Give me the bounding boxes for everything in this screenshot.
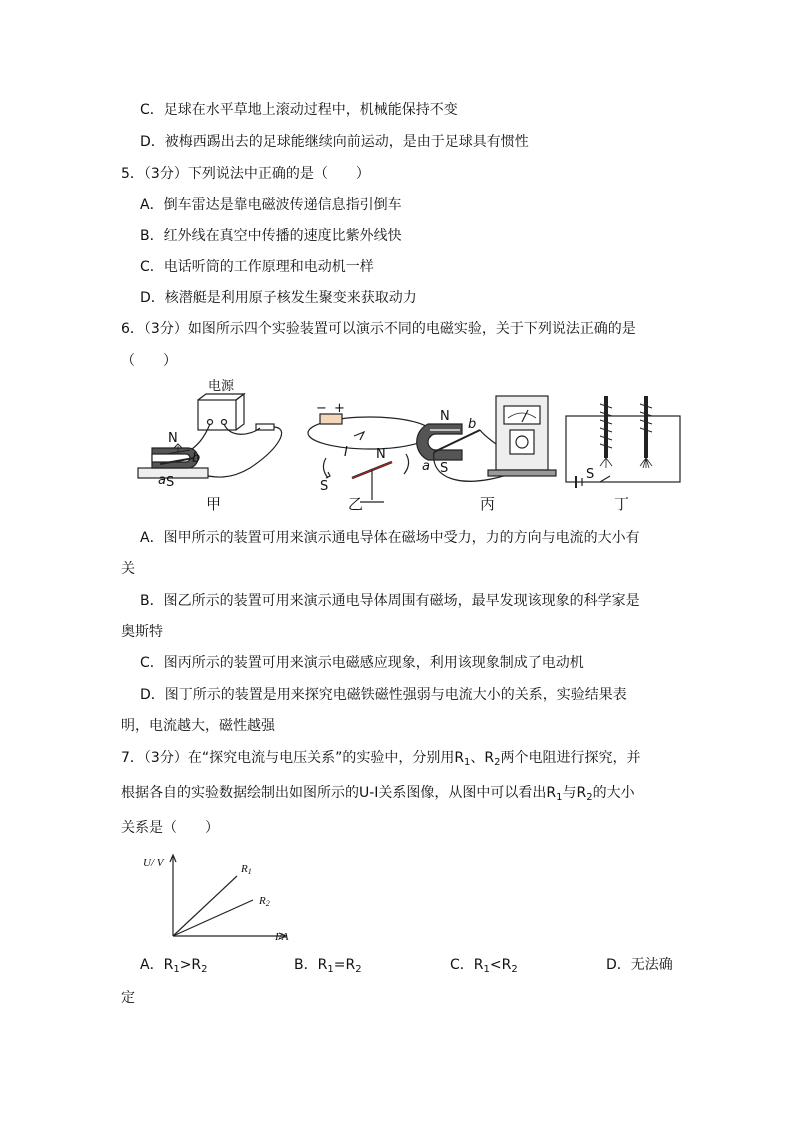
- fig-caption-bing: 丙: [480, 495, 496, 513]
- q7-ui-graph: [135, 850, 305, 950]
- q7-stem-line2: 根据各自的实验数据绘制出如图所示的U-I关系图像，从图中可以看出$R_1$与$R_2$的大小: [121, 785, 635, 803]
- figure-jia: [138, 394, 282, 478]
- q6-option-d: D．图丁所示的装置是用来探究电磁铁磁性强弱与电流大小的关系，实验结果表: [140, 687, 627, 703]
- q7-option-c: C．$R_1<R_2$: [450, 957, 518, 975]
- fig-yi-minus: −: [316, 401, 327, 416]
- q6-option-a: A．图甲所示的装置可用来演示通电导体在磁场中受力，力的方向与电流的大小有: [140, 530, 640, 546]
- fig-yi-i: I: [344, 445, 348, 460]
- graph-x-label: I/A: [275, 931, 289, 943]
- fig-bing-s: S: [440, 461, 449, 476]
- q6-option-a-cont: 关: [121, 561, 135, 577]
- q5-option-c: C．电话听筒的工作原理和电动机一样: [140, 259, 374, 275]
- fig-caption-yi: 乙: [348, 495, 364, 513]
- q5-option-a: A．倒车雷达是靠电磁波传递信息指引倒车: [140, 197, 402, 213]
- q6-option-b: B．图乙所示的装置可用来演示通电导体周围有磁场，最早发现该现象的科学家是: [140, 593, 640, 609]
- fig-jia-s: S: [166, 475, 175, 490]
- fig-caption-jia: 甲: [206, 495, 222, 513]
- q7-stem-line3: 关系是（ ）: [121, 820, 219, 836]
- q6-option-b-cont: 奥斯特: [121, 624, 163, 640]
- fig-bing-n: N: [440, 409, 450, 424]
- fig-caption-ding: 丁: [614, 495, 630, 513]
- fig-jia-n: N: [168, 431, 178, 446]
- q7-option-d: D．无法确: [606, 957, 673, 973]
- fig-yi-s: S: [320, 479, 329, 494]
- q6-option-d-cont: 明，电流越大，磁性越强: [121, 718, 275, 734]
- graph-r2-label: R2: [259, 895, 270, 908]
- q6-figure: [130, 378, 690, 518]
- q7-option-a: A．$R_1>R_2$: [140, 957, 208, 975]
- graph-line-r2: [173, 900, 253, 936]
- graph-line-r1: [173, 876, 237, 936]
- q7-option-b: B．$R_1=R_2$: [294, 957, 362, 975]
- q6-option-c: C．图丙所示的装置可用来演示电磁感应现象，利用该现象制成了电动机: [140, 655, 584, 671]
- q4-option-c: C．足球在水平草地上滚动过程中，机械能保持不变: [140, 102, 458, 118]
- fig-jia-a: a: [158, 473, 166, 488]
- fig-yi-plus: +: [334, 401, 345, 416]
- q6-stem: 6．（3分）如图所示四个实验装置可以演示不同的电磁实验，关于下列说法正确的是: [121, 321, 636, 337]
- fig-power-label: 电源: [208, 379, 235, 394]
- q5-option-b: B．红外线在真空中传播的速度比紫外线快: [140, 228, 402, 244]
- fig-yi-n: N: [376, 447, 386, 462]
- fig-ding-s: S: [586, 467, 595, 482]
- q6-stem-paren: （ ）: [121, 353, 177, 369]
- graph-r1-label: R1: [241, 863, 252, 876]
- q5-option-d: D．核潜艇是利用原子核发生聚变来获取动力: [140, 290, 417, 306]
- fig-bing-a: a: [422, 459, 430, 474]
- q7-option-d-cont: 定: [121, 990, 135, 1006]
- fig-jia-b: b: [192, 451, 201, 466]
- fig-bing-b: b: [468, 417, 477, 432]
- figure-bing: [417, 396, 556, 481]
- q5-stem: 5．（3分）下列说法中正确的是（ ）: [121, 166, 370, 182]
- q4-option-d: D．被梅西踢出去的足球能继续向前运动，是由于足球具有惯性: [140, 134, 529, 150]
- q7-stem-line1: 7．（3分）在“探究电流与电压关系”的实验中，分别用$R_1$、$R_2$两个电阻进行探究，并: [121, 750, 641, 768]
- graph-y-label: U/ V: [143, 857, 164, 869]
- figure-ding: [566, 396, 680, 488]
